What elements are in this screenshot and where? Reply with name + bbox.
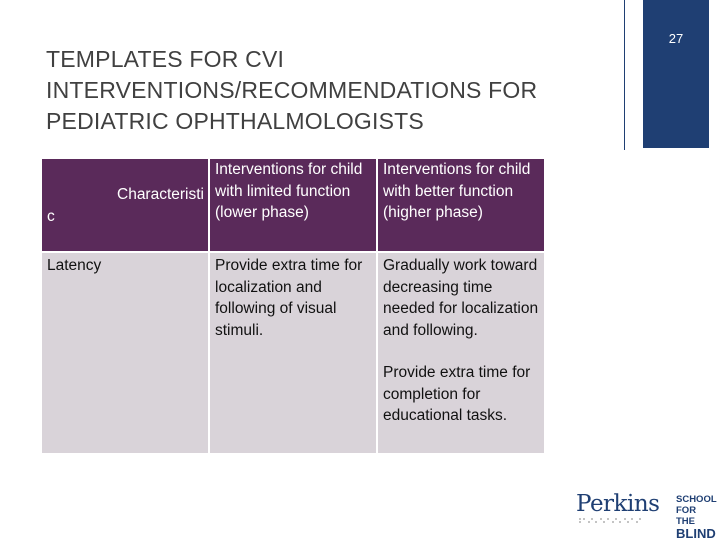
cell-better-function [377, 252, 545, 454]
header-characteristic-main: Characteristi [117, 186, 204, 203]
perkins-logo [576, 491, 717, 541]
header-limited-function: Interventions for child with limited function (lower phase) [209, 158, 377, 252]
table-header-row [41, 158, 545, 252]
table-row [41, 252, 545, 454]
logo-school-line1: SCHOOL [676, 494, 717, 505]
logo-school-line2: FOR THE [676, 505, 697, 527]
paragraph-spacer [383, 341, 539, 362]
cell-characteristic: Latency [41, 252, 209, 454]
page-number: 27 [668, 31, 684, 46]
accent-divider [624, 0, 625, 150]
cell-better-paragraph-1: Gradually work toward decreasing time needed for localization and following. [383, 257, 539, 339]
logo-school-text [676, 494, 717, 540]
header-characteristic-tail: c [47, 208, 55, 225]
logo-wordmark: Perkins [576, 491, 660, 517]
slide-title: TEMPLATES FOR CVI INTERVENTIONS/RECOMMENDATIONS FOR PEDIATRIC OPHTHALMOLOGISTS [46, 46, 538, 134]
cell-limited-function: Provide extra time for localization and following of visual stimuli. [209, 252, 377, 454]
cell-better-paragraph-2: Provide extra time for completion for educational tasks. [383, 364, 531, 424]
accent-bar [643, 0, 709, 148]
logo-braille-dots [578, 517, 642, 525]
header-characteristic [41, 158, 209, 252]
header-better-function: Interventions for child with better function (higher phase) [377, 158, 545, 252]
logo-school-line3: BLIND [676, 526, 716, 541]
interventions-table [40, 157, 546, 455]
